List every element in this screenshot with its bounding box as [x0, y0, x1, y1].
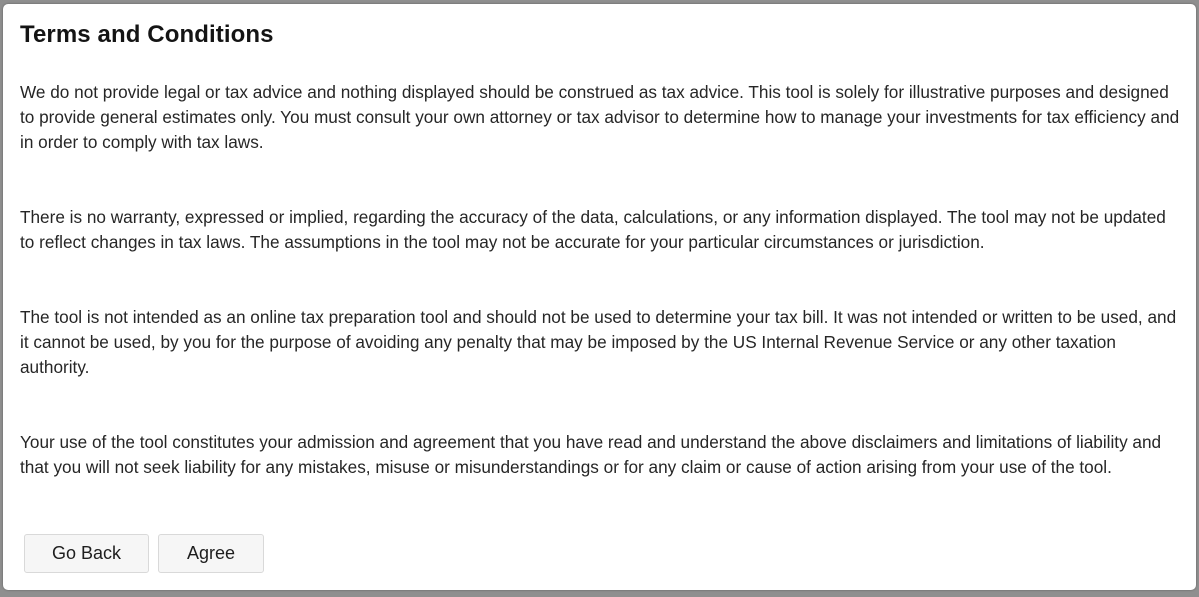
go-back-button[interactable]: Go Back [24, 534, 149, 573]
agree-button[interactable]: Agree [158, 534, 264, 573]
terms-paragraph-warranty: There is no warranty, expressed or implied, regarding the accuracy of the data, calculations, or any information displayed. The tool may not be updated to reflect changes in tax laws. The assumptions in the tool may not be accurate for your particular circumstances or jurisdiction. [20, 207, 1166, 252]
terms-paragraph-agreement: Your use of the tool constitutes your admission and agreement that you have read and understand the above disclaimers and limitations of liability and that you will not seek liability for any mistakes, misuse or misunderstandings or for any claim or cause of action arising from your use of the tool. [20, 432, 1162, 477]
terms-paragraph-legal-advice: We do not provide legal or tax advice and nothing displayed should be construed as tax advice. This tool is solely for illustrative purposes and designed to provide general estimates only. You must consult your own attorney or tax advisor to determine how to manage your investments for tax efficiency and in order to comply with tax laws. [20, 82, 1180, 152]
terms-paragraph-tax-preparation: The tool is not intended as an online tax preparation tool and should not be used to determine your tax bill. It was not intended or written to be used, and it cannot be used, by you for the purpose of avoiding any penalty that may be imposed by the US Internal Revenue Service or any other taxation authority. [20, 307, 1177, 377]
terms-dialog [3, 4, 1196, 590]
dialog-title: Terms and Conditions [20, 21, 274, 48]
